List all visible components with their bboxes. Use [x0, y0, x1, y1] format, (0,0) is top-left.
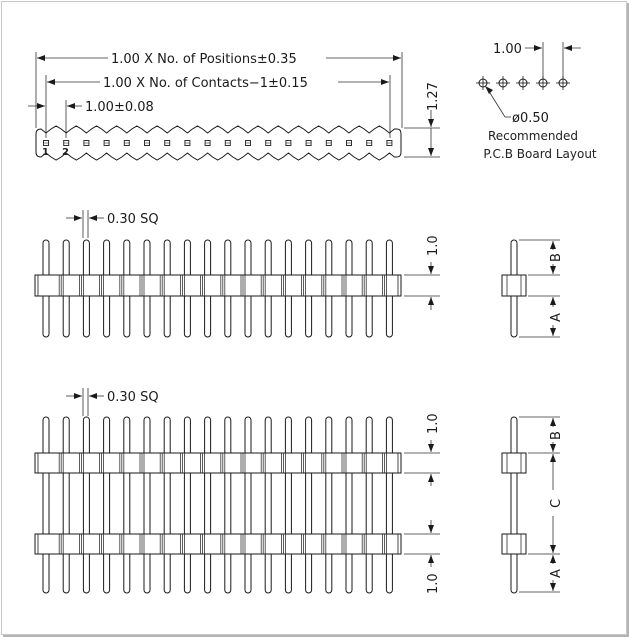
dual-pins — [35, 417, 401, 593]
single-row-view — [35, 210, 441, 337]
pin-pads — [44, 141, 392, 146]
single-pins — [35, 240, 401, 337]
dim-c-dual: C — [549, 498, 564, 508]
dim-a-single: A — [549, 313, 564, 322]
pcb-holes — [476, 76, 570, 90]
pin-label-2: 2 — [62, 147, 69, 158]
dim-positions: 1.00 X No. of Positions±0.35 — [111, 52, 297, 67]
pin-size-single: 0.30 SQ — [107, 212, 159, 227]
dim-a-dual: A — [549, 569, 564, 578]
dim-insulator-single: 1.0 — [426, 235, 441, 256]
top-view — [28, 52, 441, 160]
pin-size-dual: 0.30 SQ — [107, 390, 159, 405]
dim-insulator-dual-bottom: 1.0 — [426, 573, 441, 594]
pcb-caption-1: Recommended — [487, 129, 579, 143]
pcb-caption-2: P.C.B Board Layout — [483, 147, 597, 161]
dim-pitch: 1.00±0.08 — [85, 100, 154, 115]
dual-side-view — [502, 417, 564, 593]
pcb-layout — [476, 42, 597, 161]
dim-b-dual: B — [549, 431, 564, 440]
dim-height: 1.27 — [426, 82, 441, 111]
pin-label-1: 1 — [42, 147, 49, 158]
pcb-pitch: 1.00 — [493, 42, 522, 57]
dual-row-view — [35, 388, 441, 594]
single-side-view — [502, 240, 564, 337]
hole-diameter: ø0.50 — [512, 111, 549, 126]
dim-b-single: B — [549, 253, 564, 262]
dim-contacts: 1.00 X No. of Contacts−1±0.15 — [103, 76, 308, 91]
dim-insulator-dual-top: 1.0 — [426, 413, 441, 434]
